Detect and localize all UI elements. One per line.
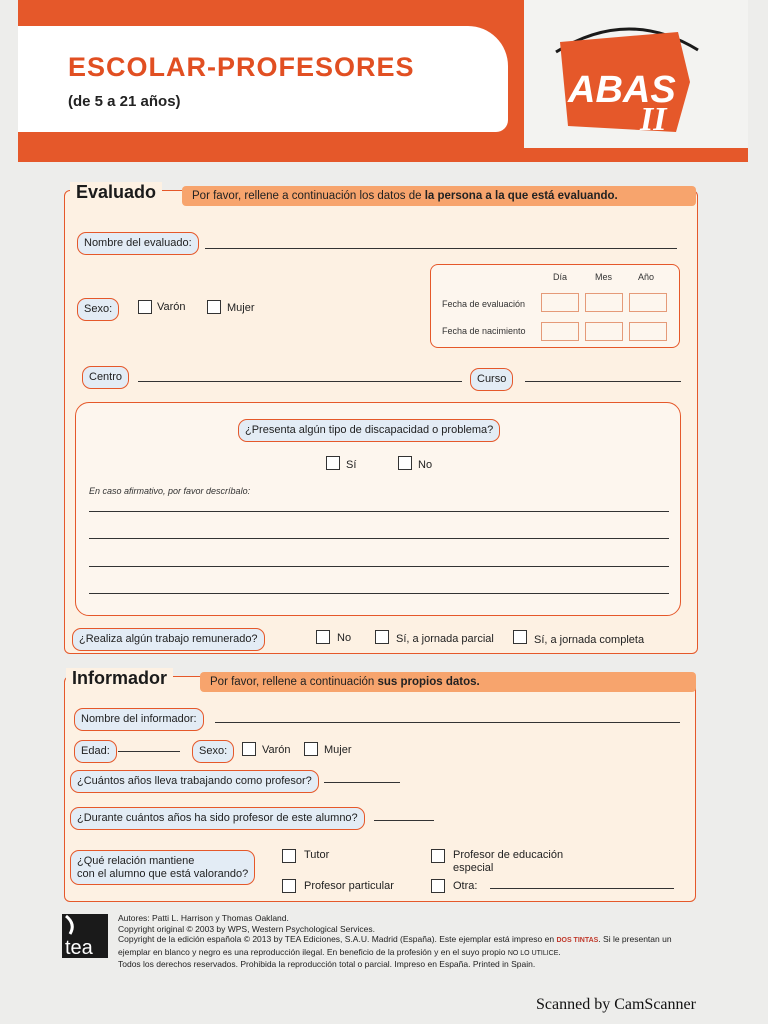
relacion-especial-checkbox[interactable] (431, 849, 445, 863)
sexo-mujer-checkbox[interactable] (207, 300, 221, 314)
page-subtitle: (de 5 a 21 años) (68, 93, 181, 110)
informador-varon-label: Varón (262, 744, 291, 756)
header-orange-stripe (18, 148, 748, 162)
relacion-otra-field[interactable] (490, 888, 674, 889)
sexo-mujer-label: Mujer (227, 302, 255, 314)
date-header-dia: Día (553, 272, 568, 282)
trabajo-parcial-checkbox[interactable] (375, 630, 389, 644)
informador-mujer-checkbox[interactable] (304, 742, 318, 756)
date-header-anio: Año (638, 272, 655, 282)
fecha-evaluacion-dia[interactable] (541, 293, 579, 312)
sexo-varon-label: Varón (157, 301, 186, 313)
fecha-evaluacion-mes[interactable] (585, 293, 623, 312)
anios-alumno-field[interactable] (374, 820, 434, 821)
relacion-particular-checkbox[interactable] (282, 879, 296, 893)
trabajo-parcial-label: Sí, a jornada parcial (396, 633, 494, 645)
date-header-mes: Mes (595, 272, 613, 282)
describir-label: En caso afirmativo, por favor descríbalo: (89, 486, 251, 496)
sexo-informador-label: Sexo: (192, 740, 234, 763)
footer-copyright-spanish-text: Copyright de la edición española © 2013 by TEA Ediciones, S.A.U. Madrid (España). Este ejemplar está impreso en (118, 934, 557, 944)
relacion-especial-label-2: especial (453, 862, 494, 874)
evaluado-title: Evaluado (70, 182, 162, 203)
edad-field[interactable] (118, 751, 180, 752)
curso-field[interactable] (525, 381, 681, 382)
relacion-otra-checkbox[interactable] (431, 879, 445, 893)
trabajo-no-label: No (337, 632, 352, 644)
fecha-evaluacion-label: Fecha de evaluación (442, 299, 526, 309)
footer-warning (118, 947, 698, 960)
abas-logo-numeral: II (640, 101, 667, 134)
footer-copyright-spanish-end: . Si le presentan un (598, 934, 672, 944)
camscanner-watermark: Scanned by CamScanner (536, 996, 696, 1013)
trabajo-question: ¿Realiza algún trabajo remunerado? (72, 628, 265, 651)
centro-label: Centro (82, 366, 129, 389)
footer-warning-end: . (558, 946, 561, 957)
relacion-tutor-label: Tutor (304, 849, 330, 861)
describir-line-3[interactable] (89, 566, 669, 567)
nombre-informador-label: Nombre del informador: (74, 708, 204, 731)
edad-label: Edad: (74, 740, 117, 763)
informador-instruction-text: Por favor, rellene a continuación (210, 676, 378, 688)
footer-authors: Autores: Patti L. Harrison y Thomas Oakland. (118, 913, 289, 923)
footer-copyright-spanish (118, 934, 698, 947)
anios-trabajando-question: ¿Cuántos años lleva trabajando como profesor? (70, 770, 319, 793)
relacion-otra-label: Otra: (453, 880, 478, 892)
trabajo-completa-checkbox[interactable] (513, 630, 527, 644)
nombre-informador-field[interactable] (215, 722, 680, 723)
discapacidad-no-checkbox[interactable] (398, 456, 412, 470)
anios-trabajando-field[interactable] (324, 782, 400, 783)
footer-credits (118, 913, 698, 970)
tea-logo-text: tea (65, 937, 93, 958)
informador-title: Informador (66, 668, 173, 689)
fecha-nacimiento-anio[interactable] (629, 322, 667, 341)
fecha-nacimiento-dia[interactable] (541, 322, 579, 341)
evaluado-instruction (182, 186, 696, 206)
sexo-evaluado-label: Sexo: (77, 298, 119, 321)
informador-instruction (200, 672, 696, 692)
nombre-evaluado-label: Nombre del evaluado: (77, 232, 199, 255)
describir-line-4[interactable] (89, 593, 669, 594)
informador-mujer-label: Mujer (324, 744, 352, 756)
abas-logo-text: ABAS (568, 69, 676, 111)
trabajo-completa-label: Sí, a jornada completa (534, 634, 645, 646)
relacion-particular-label: Profesor particular (304, 880, 394, 892)
nombre-evaluado-field[interactable] (205, 248, 677, 249)
relacion-question (70, 850, 255, 885)
sexo-varon-checkbox[interactable] (138, 300, 152, 314)
page-title: ESCOLAR-PROFESORES (68, 52, 415, 82)
footer-rights: Todos los derechos reservados. Prohibida la reproducción total o parcial. Impreso en España. Printed in Spain. (118, 959, 536, 969)
trabajo-no-checkbox[interactable] (316, 630, 330, 644)
relacion-tutor-checkbox[interactable] (282, 849, 296, 863)
centro-field[interactable] (138, 381, 462, 382)
informador-instruction-bold: sus propios datos. (377, 676, 480, 688)
discapacidad-question: ¿Presenta algún tipo de discapacidad o problema? (238, 419, 500, 442)
describir-line-2[interactable] (89, 538, 669, 539)
fecha-nacimiento-mes[interactable] (585, 322, 623, 341)
tea-logo (62, 914, 108, 958)
informador-varon-checkbox[interactable] (242, 742, 256, 756)
abas-logo (548, 22, 708, 134)
relacion-question-line-1: ¿Qué relación mantiene (77, 855, 195, 867)
footer-no-lo-utilice: NO LO UTILICE (507, 949, 559, 957)
describir-line-1[interactable] (89, 511, 669, 512)
discapacidad-no-label: No (418, 459, 433, 471)
relacion-especial-label: Profesor de educación (453, 849, 564, 861)
evaluado-instruction-bold: la persona a la que está evaluando. (424, 190, 618, 202)
footer-copyright-original: Copyright original © 2003 by WPS, Western Psychological Services. (118, 923, 375, 934)
anios-alumno-question: ¿Durante cuántos años ha sido profesor de este alumno? (70, 807, 365, 830)
fecha-nacimiento-label: Fecha de nacimiento (442, 326, 526, 336)
footer-warning-text: ejemplar en blanco y negro es una reproducción ilegal. En beneficio de la profesión y en el suyo propio (118, 946, 508, 957)
tea-logo-mark (62, 914, 108, 958)
fecha-evaluacion-anio[interactable] (629, 293, 667, 312)
discapacidad-si-label: Sí (346, 459, 357, 471)
footer-dos-tintas: DOS TINTAS (556, 937, 599, 944)
curso-label: Curso (470, 368, 513, 391)
discapacidad-si-checkbox[interactable] (326, 456, 340, 470)
evaluado-instruction-text: Por favor, rellene a continuación los datos de (192, 190, 425, 202)
relacion-question-line-2: con el alumno que está valorando? (77, 867, 249, 880)
